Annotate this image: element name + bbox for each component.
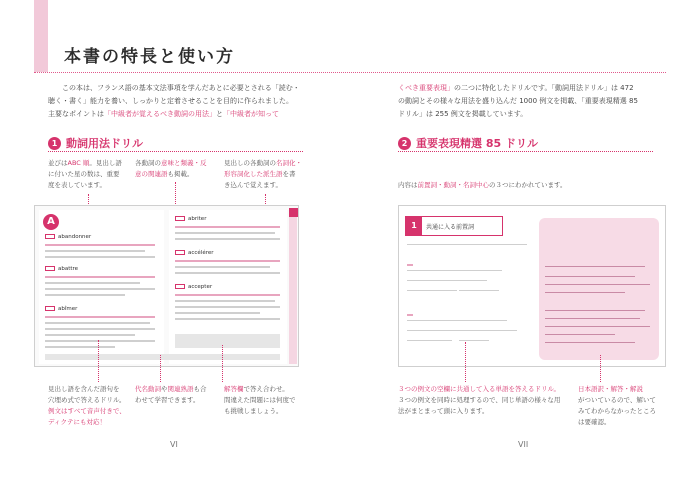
entry-headword: abandonner [45, 234, 91, 240]
annotation-text: 法がまとまって頭に入ります。 [398, 407, 489, 415]
annotation-text: みてわからなかったところ [578, 407, 656, 415]
annotation-translation [578, 384, 656, 428]
annotation-text: がついているので、解いて [578, 396, 656, 404]
connector-dots [98, 340, 99, 382]
section-2-description [398, 180, 566, 191]
intro-text: と [216, 110, 223, 118]
annotation-text: き込んで覚えます。 [224, 181, 282, 189]
annotation-text: わせて学習できます。 [135, 396, 200, 404]
intro-right-line-2: の動詞とその様々な用法を盛り込んだ 1000 例文を掲載、「重要表現精選 85 [398, 97, 638, 105]
section-1-divider [48, 151, 303, 152]
answer-panel [539, 218, 659, 360]
annotation-highlight: 代名動詞 [135, 385, 161, 393]
annotation-meanings [135, 158, 207, 180]
annotation-highlight: ディクテにも対応！ [48, 418, 106, 426]
page-number-right: VII [518, 440, 529, 449]
annotation-text: の３つにわかれています。 [489, 181, 567, 189]
section-2-number: 2 [398, 137, 411, 150]
annotation-text: 穴埋め式で答えるドリル。 [48, 396, 126, 404]
annotation-highlight: 名詞化・ [276, 159, 302, 167]
intro-text: 主要なポイントは [48, 110, 104, 118]
annotation-text: を書 [282, 170, 296, 178]
annotation-order [48, 158, 122, 191]
annotation-text: も挑戦しましょう。 [224, 407, 283, 415]
connector-dots [600, 355, 601, 382]
intro-right-line-1 [398, 82, 634, 95]
annotation-text: 内容は [398, 181, 418, 189]
intro-highlight: 「中級者が覚えるべき動詞の用法」 [104, 110, 216, 118]
intro-right-line-3: ドリル」は 255 例文を掲載しています。 [398, 110, 528, 118]
annotation-text: も掲載。 [167, 170, 194, 178]
annotation-text: で答え合わせ。 [243, 385, 289, 393]
annotation-highlight: 関連熟語 [167, 385, 194, 393]
entry-headword: abîmer [45, 306, 77, 312]
annotation-answers [224, 384, 296, 417]
annotation-derivatives [224, 158, 302, 191]
annotation-text: も合 [193, 385, 207, 393]
annotation-highlight: 意味と類義・反 [161, 159, 207, 167]
page-title: 本書の特長と使い方 [64, 47, 235, 67]
section-2-divider [398, 151, 653, 152]
intro-highlight: 「中級者が知って [223, 110, 279, 118]
entry-headword: abattre [45, 266, 78, 272]
annotation-text: は要確認。 [578, 418, 611, 426]
section-1-title: 動詞用法ドリル [66, 137, 143, 150]
annotation-highlight: 解答欄 [224, 385, 244, 393]
chapter-number: 1 [406, 217, 422, 235]
title-accent-bar [34, 0, 48, 72]
intro-left-line-1: この本は、フランス語の基本文法事項を学んだあとに必要とされる「読む・ [62, 84, 300, 92]
annotation-fill-in-drill [48, 384, 126, 428]
annotation-common-word-drill [398, 384, 560, 417]
chapter-label: 共通に入る前置詞 [426, 224, 475, 231]
annotation-highlight: 意の関連語 [135, 170, 168, 178]
annotation-pronominal [135, 384, 207, 406]
annotation-text: 並びは [48, 159, 68, 167]
annotation-text: 各動詞の [135, 159, 161, 167]
page-number-left: VI [170, 440, 178, 449]
annotation-highlight: ３つの例文の空欄に共通して入る単語を答えるドリル。 [398, 385, 560, 393]
annotation-highlight: 前置詞・動詞・名詞中心 [417, 181, 489, 189]
entry-headword: accepter [175, 284, 212, 290]
annotation-text: 見出しの各動詞の [224, 159, 276, 167]
annotation-highlight: 日本語訳・解答・解説 [578, 385, 643, 393]
entry-headword: accélérer [175, 250, 214, 256]
annotation-text: に付いた星の数は、重要 [48, 170, 120, 178]
connector-dots [222, 345, 223, 382]
intro-text: の二つに特化したドリルです。「動詞用法ドリル」は 472 [454, 84, 634, 92]
section-2-heading [398, 135, 538, 151]
annotation-highlight: 例文はすべて音声付きで、 [48, 407, 126, 415]
annotation-highlight: 形容詞化した派生語 [224, 170, 283, 178]
sample-page-expression-drill [398, 205, 666, 367]
section-1-number: 1 [48, 137, 61, 150]
annotation-text: 。見出し語 [89, 159, 122, 167]
entry-headword: abriter [175, 216, 206, 222]
section-2-title: 重要表現精選 85 ドリル [416, 137, 538, 150]
sample-page-verb-drill [34, 205, 299, 367]
annotation-highlight: ABC 順 [67, 159, 90, 167]
letter-badge: A [43, 214, 59, 230]
intro-highlight: くべき重要表現」 [398, 84, 454, 92]
chapter-box [405, 216, 503, 236]
annotation-text: 間違えた問題には何度で [224, 396, 296, 404]
intro-left-line-2: 聴く・書く」能力を養い、しっかりと定着させることを目的に作られました。 [48, 97, 293, 105]
annotation-text: ３つの例文を同時に処理するので、同じ単語の様々な用 [398, 396, 561, 404]
annotation-text: 見出し語を含んだ語句を [48, 385, 120, 393]
index-tab [289, 208, 298, 217]
annotation-text: や [161, 385, 168, 393]
intro-left-line-3 [48, 108, 279, 121]
section-1-heading [48, 135, 143, 151]
connector-dots [465, 342, 466, 382]
annotation-text: 度を表しています。 [48, 181, 106, 189]
connector-dots [160, 355, 161, 382]
title-divider [34, 72, 666, 73]
